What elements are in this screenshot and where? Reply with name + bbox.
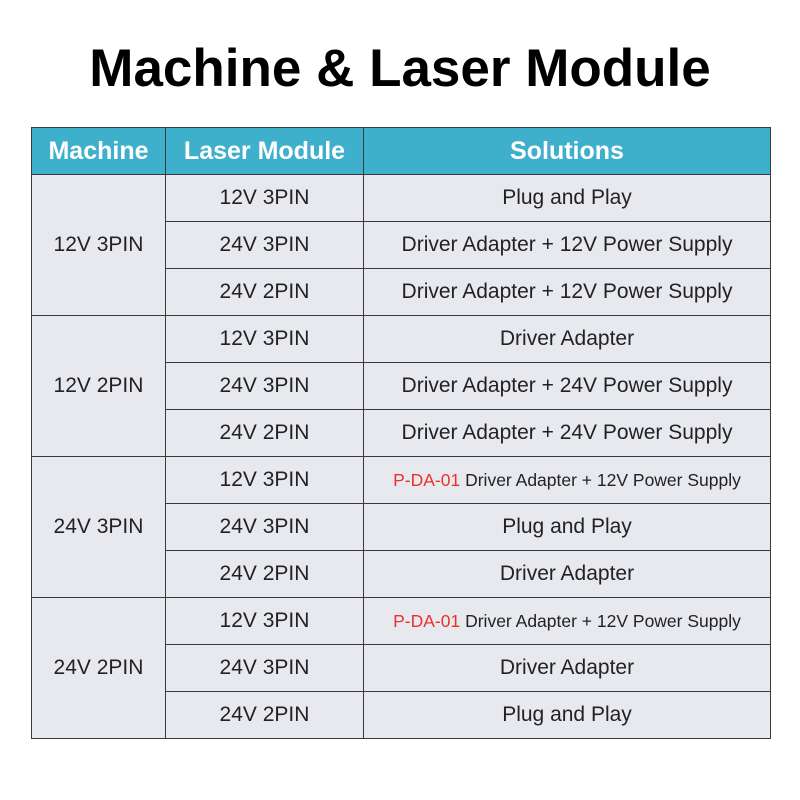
solution-cell [364, 551, 771, 598]
laser-module-cell: 24V 3PIN [166, 363, 364, 410]
part-number-code: P-DA-01 [393, 469, 461, 490]
laser-module-cell: 24V 2PIN [166, 692, 364, 739]
part-number-code: P-DA-01 [393, 610, 461, 631]
solution-text: Plug and Play [502, 703, 632, 726]
solution-cell [364, 645, 771, 692]
table-header-row [32, 128, 771, 175]
table-row [32, 457, 771, 504]
table-row [32, 598, 771, 645]
table-row [32, 175, 771, 222]
laser-module-cell: 12V 3PIN [166, 457, 364, 504]
solution-cell [364, 316, 771, 363]
machine-cell: 12V 2PIN [32, 316, 166, 457]
solution-text: Driver Adapter + 12V Power Supply [465, 469, 741, 490]
laser-module-cell: 24V 3PIN [166, 645, 364, 692]
solution-cell [364, 269, 771, 316]
solution-cell [364, 457, 771, 504]
solution-cell [364, 363, 771, 410]
solution-text: Driver Adapter [499, 656, 635, 679]
solution-text: Driver Adapter + 12V Power Supply [465, 610, 741, 631]
machine-cell: 12V 3PIN [32, 175, 166, 316]
laser-module-cell: 24V 3PIN [166, 222, 364, 269]
laser-module-cell: 24V 2PIN [166, 410, 364, 457]
laser-module-cell: 12V 3PIN [166, 175, 364, 222]
solution-text: Driver Adapter [499, 327, 635, 350]
compatibility-table [31, 127, 771, 739]
solution-cell [364, 410, 771, 457]
laser-module-cell: 12V 3PIN [166, 316, 364, 363]
machine-cell: 24V 3PIN [32, 457, 166, 598]
laser-module-cell: 24V 3PIN [166, 504, 364, 551]
solution-cell [364, 504, 771, 551]
laser-module-cell: 12V 3PIN [166, 598, 364, 645]
solution-text: Plug and Play [502, 515, 632, 538]
solution-cell [364, 222, 771, 269]
solution-text: Driver Adapter + 12V Power Supply [401, 233, 733, 256]
solution-text: Plug and Play [502, 186, 632, 209]
solution-cell [364, 175, 771, 222]
header-laser-module: Laser Module [166, 128, 364, 175]
solution-text: Driver Adapter + 24V Power Supply [401, 374, 733, 397]
header-solutions: Solutions [364, 128, 771, 175]
table-row [32, 316, 771, 363]
solution-cell [364, 692, 771, 739]
solution-text: Driver Adapter + 12V Power Supply [401, 280, 733, 303]
laser-module-cell: 24V 2PIN [166, 269, 364, 316]
solution-text: Driver Adapter [499, 562, 635, 585]
machine-cell: 24V 2PIN [32, 598, 166, 739]
laser-module-cell: 24V 2PIN [166, 551, 364, 598]
page-title: Machine & Laser Module [89, 39, 711, 98]
solution-cell [364, 598, 771, 645]
header-machine: Machine [32, 128, 166, 175]
solution-text: Driver Adapter + 24V Power Supply [401, 421, 733, 444]
